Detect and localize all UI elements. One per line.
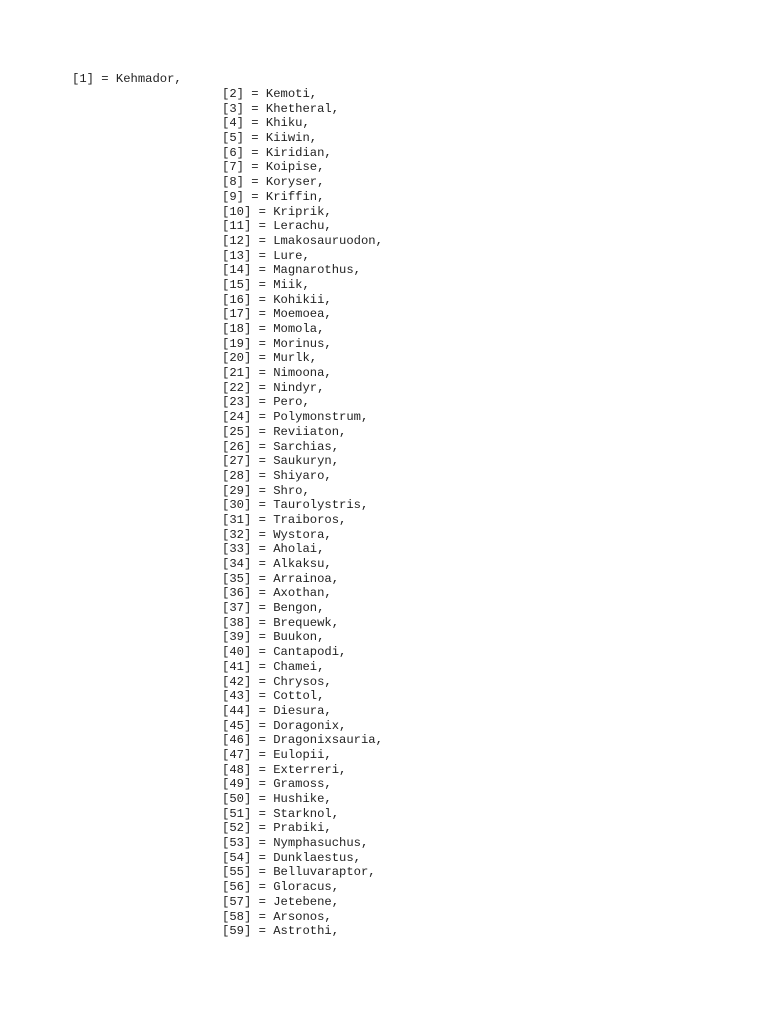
list-item: [23] = Pero, — [222, 395, 310, 410]
list-item: [17] = Moemoea, — [222, 307, 332, 322]
list-item: [16] = Kohikii, — [222, 292, 332, 307]
list-item: [56] = Gloracus, — [222, 880, 340, 895]
list-item: [12] = Lmakosauruodon, — [222, 233, 383, 248]
list-item: [10] = Kriprik, — [222, 204, 332, 219]
list-item: [20] = Murlk, — [222, 351, 318, 366]
list-item: [31] = Traiboros, — [222, 512, 347, 527]
list-item: [36] = Axothan, — [222, 586, 332, 601]
list-item: [48] = Exterreri, — [222, 762, 347, 777]
list-item: [26] = Sarchias, — [222, 439, 340, 454]
list-item: [51] = Starknol, — [222, 806, 340, 821]
list-item: [53] = Nymphasuchus, — [222, 836, 369, 851]
list-item: [30] = Taurolystris, — [222, 498, 369, 513]
first-entry: [1] = Kehmador, — [72, 72, 182, 86]
list-item: [2] = Kemoti, — [222, 87, 318, 101]
list-item: [18] = Momola, — [222, 322, 325, 336]
list-item: [45] = Doragonix, — [222, 718, 347, 733]
list-item: [13] = Lure, — [222, 248, 310, 263]
list-item: [38] = Brequewk, — [222, 615, 340, 630]
list-item: [37] = Bengon, — [222, 601, 325, 616]
list-item: [42] = Chrysos, — [222, 674, 332, 689]
list-item: [3] = Khetheral, — [222, 101, 340, 116]
list-item: [19] = Morinus, — [222, 336, 332, 351]
list-item: [57] = Jetebene, — [222, 894, 340, 909]
list-item: [11] = Lerachu, — [222, 219, 332, 234]
list-item: [24] = Polymonstrum, — [222, 410, 369, 425]
list-item: [49] = Gramoss, — [222, 777, 332, 792]
list-item: [33] = Aholai, — [222, 542, 325, 557]
list-item: [47] = Eulopii, — [222, 747, 332, 762]
list-item: [46] = Dragonixsauria, — [222, 733, 383, 748]
list-item: [22] = Nindyr, — [222, 380, 325, 395]
list-item: [15] = Miik, — [222, 277, 310, 292]
list-item: [32] = Wystora, — [222, 527, 332, 542]
list-item: [4] = Khiku, — [222, 116, 310, 131]
list-item: [9] = Kriffin, — [222, 189, 325, 204]
list-item: [40] = Cantapodi, — [222, 645, 347, 660]
list-item: [58] = Arsonos, — [222, 909, 332, 924]
list-item: [59] = Astrothi, — [222, 924, 340, 939]
list-item: [50] = Hushike, — [222, 792, 332, 806]
list-item: [39] = Buukon, — [222, 630, 325, 645]
list-item: [41] = Chamei, — [222, 659, 325, 674]
list-item: [43] = Cottol, — [222, 689, 325, 704]
list-item: [44] = Diesura, — [222, 703, 332, 718]
list-item: [21] = Nimoona, — [222, 366, 332, 381]
list-item: [27] = Saukuryn, — [222, 454, 340, 469]
list-item: [35] = Arrainoa, — [222, 571, 340, 586]
list-item: [55] = Belluvaraptor, — [222, 865, 376, 880]
list-item: [54] = Dunklaestus, — [222, 850, 361, 865]
list-item: [8] = Koryser, — [222, 175, 325, 190]
list-item: [7] = Koipise, — [222, 160, 325, 175]
list-item: [34] = Alkaksu, — [222, 557, 332, 571]
list-item: [5] = Kiiwin, — [222, 131, 318, 146]
list-item: [14] = Magnarothus, — [222, 263, 361, 278]
list-item: [25] = Reviiaton, — [222, 424, 347, 439]
list-item: [52] = Prabiki, — [222, 821, 332, 836]
list-item: [6] = Kiridian, — [222, 145, 332, 160]
list-item: [29] = Shro, — [222, 483, 310, 498]
entry-list — [222, 87, 383, 939]
list-item: [28] = Shiyaro, — [222, 468, 332, 483]
